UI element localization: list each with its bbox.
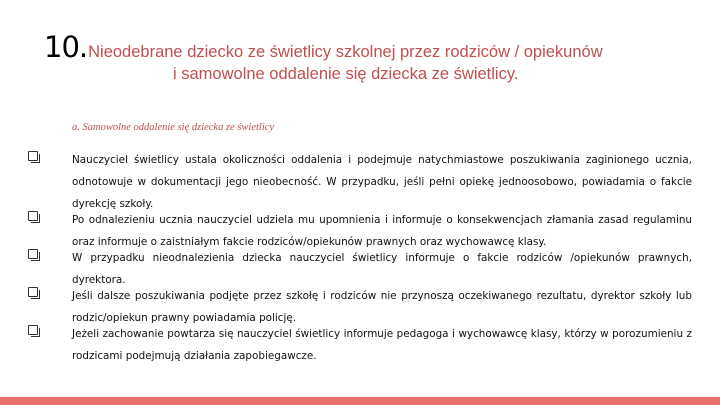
list-item (28, 323, 692, 361)
checkbox-bullet-icon (28, 287, 38, 297)
list-item-text: Jeśli dalsze poszukiwania podjęte przez szkołę i rodziców nie przynoszą oczekiwanego rezultatu, dyrektor szkoły lub rodzic/opiekun prawny powiadamia policję. (72, 290, 692, 324)
checkbox-bullet-icon (28, 151, 38, 161)
footer-accent-bar (0, 397, 720, 405)
list-item-text: W przypadku nieodnalezienia dziecka nauczyciel świetlicy informuje o fakcie rodziców /opiekunów prawnych, dyrektora. (72, 252, 692, 286)
subheading: a. Samowolne oddalenie się dziecka ze świetlicy (72, 122, 275, 133)
section-number: 10. (44, 30, 88, 64)
list-item (28, 149, 692, 209)
list-item (28, 209, 692, 247)
checkbox-bullet-icon (28, 325, 38, 335)
list-item-text: Po odnalezieniu ucznia nauczyciel udziela mu upomnienia i informuje o konsekwencjach złamania zasad regulaminu oraz informuje o zaistniałym fakcie rodziców/opiekunów prawnych oraz wychowawcę klasy. (72, 214, 692, 248)
list-item (28, 247, 692, 285)
list-item-text: Jeżeli zachowanie powtarza się nauczyciel świetlicy informuje pedagoga i wychowawcę klasy, którzy w porozumieniu z rodzicami podejmują działania zapobiegawcze. (72, 328, 692, 362)
slide-title-line2: i samowolne oddalenie się dziecka ze świetlicy. (173, 65, 519, 83)
title-text-line1: Nieodebrane dziecko ze świetlicy szkolnej przez rodziców / opiekunów (88, 43, 603, 61)
checkbox-bullet-icon (28, 249, 38, 259)
slide-title-line1 (44, 30, 704, 64)
list-item (28, 285, 692, 323)
checkbox-bullet-icon (28, 211, 38, 221)
list-item-text: Nauczyciel świetlicy ustala okoliczności oddalenia i podejmuje natychmiastowe poszukiwania zaginionego ucznia, odnotowuje w dokumentacji jego nieobecność. W przypadku, jeśli pełni opiekę jednoosobowo, powiadamia o fakcie dyrekcję szkoły. (72, 154, 692, 210)
procedure-list (28, 155, 692, 361)
